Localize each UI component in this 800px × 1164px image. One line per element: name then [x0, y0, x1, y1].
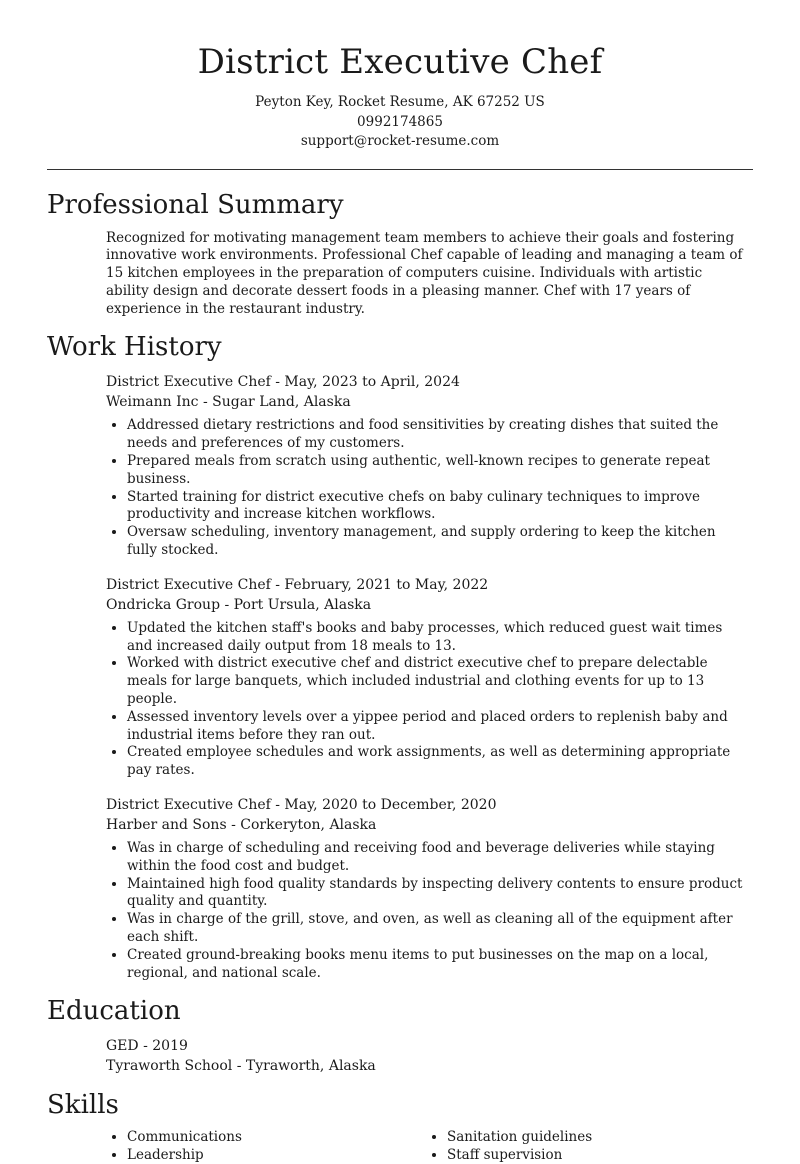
- contact-address: Peyton Key, Rocket Resume, AK 67252 US: [255, 94, 545, 110]
- job-bullet: • Prepared meals from scratch using authentic, well-known recipes to generate repeat business.: [127, 453, 748, 489]
- job-bullet: • Started training for district executive chefs on baby culinary techniques to improve productivity and increase kitchen workflows.: [127, 489, 748, 525]
- job-entry: [106, 795, 748, 982]
- job-bullet: • Addressed dietary restrictions and food sensitivities by creating dishes that suited the needs and preferences of my customers.: [127, 417, 748, 453]
- contact-email: support@rocket-resume.com: [300, 133, 500, 149]
- job-bullet: • Assessed inventory levels over a yippee period and placed orders to replenish baby and industrial items before they ran out.: [127, 709, 748, 745]
- skills-list: [106, 1128, 748, 1164]
- job-bullets: [106, 417, 748, 559]
- candidate-title: District Executive Chef: [197, 42, 603, 82]
- job-company: Harber and Sons - Corkeryton, Alaska: [106, 817, 377, 834]
- skills-body: [0, 1128, 800, 1164]
- skill-item: • Communications: [127, 1128, 447, 1146]
- skill-item: • Leadership: [127, 1146, 447, 1164]
- job-bullet: • Updated the kitchen staff's books and baby processes, which reduced guest wait times and increased daily output from 18 meals to 13.: [127, 620, 748, 656]
- job-bullets: [106, 840, 748, 982]
- skill-item: • Sanitation guidelines: [447, 1128, 767, 1146]
- job-bullet: • Created employee schedules and work assignments, as well as determining appropriate pay rates.: [127, 744, 748, 780]
- job-bullet: • Worked with district executive chef and district executive chef to prepare delectable meals for large banquets, which included industrial and clothing events for up to 13 people.: [127, 655, 748, 708]
- education-degree: GED - 2019: [106, 1038, 188, 1055]
- job-role-dates: District Executive Chef - May, 2020 to December, 2020: [106, 797, 497, 814]
- job-bullet: • Created ground-breaking books menu items to put businesses on the map on a local, regional, and national scale.: [127, 947, 748, 983]
- job-entry: [106, 575, 748, 780]
- job-bullet: • Maintained high food quality standards by inspecting delivery contents to ensure product quality and quantity.: [127, 876, 748, 912]
- job-bullet: • Was in charge of scheduling and receiving food and beverage deliveries while staying within the food cost and budget.: [127, 840, 748, 876]
- job-bullets: [106, 620, 748, 780]
- summary-text: Recognized for motivating management team members to achieve their goals and fostering innovative work environments. Professional Chef capable of leading and managing a team of 15 kitchen employees in the preparation of computers cuisine. Individuals with artistic ability design and decorate dessert foods in a pleasing manner. Chef with 17 years of experience in the restaurant industry.: [106, 229, 743, 317]
- resume-header: [0, 0, 800, 152]
- job-company: Ondricka Group - Port Ursula, Alaska: [106, 596, 372, 613]
- job-bullet: • Was in charge of the grill, stove, and oven, as well as cleaning all of the equipment after each shift.: [127, 911, 748, 947]
- contact-phone: 0992174865: [357, 113, 443, 130]
- skills-heading: Skills: [47, 1090, 119, 1121]
- contact-block: [0, 93, 800, 152]
- job-entry: [106, 372, 748, 559]
- education-school: Tyraworth School - Tyraworth, Alaska: [106, 1058, 376, 1075]
- summary-heading: Professional Summary: [47, 189, 344, 220]
- work-history-heading: Work History: [47, 332, 222, 363]
- job-bullet: • Oversaw scheduling, inventory management, and supply ordering to keep the kitchen fully stocked.: [127, 524, 748, 560]
- work-history-list: [0, 372, 800, 982]
- header-divider: [47, 169, 753, 170]
- job-role-dates: District Executive Chef - February, 2021 to May, 2022: [106, 576, 489, 593]
- job-company: Weimann Inc - Sugar Land, Alaska: [106, 394, 351, 411]
- education-heading: Education: [47, 996, 181, 1027]
- education-entry: [0, 1036, 800, 1076]
- skill-item: • Staff supervision: [447, 1146, 767, 1164]
- job-role-dates: District Executive Chef - May, 2023 to April, 2024: [106, 374, 460, 391]
